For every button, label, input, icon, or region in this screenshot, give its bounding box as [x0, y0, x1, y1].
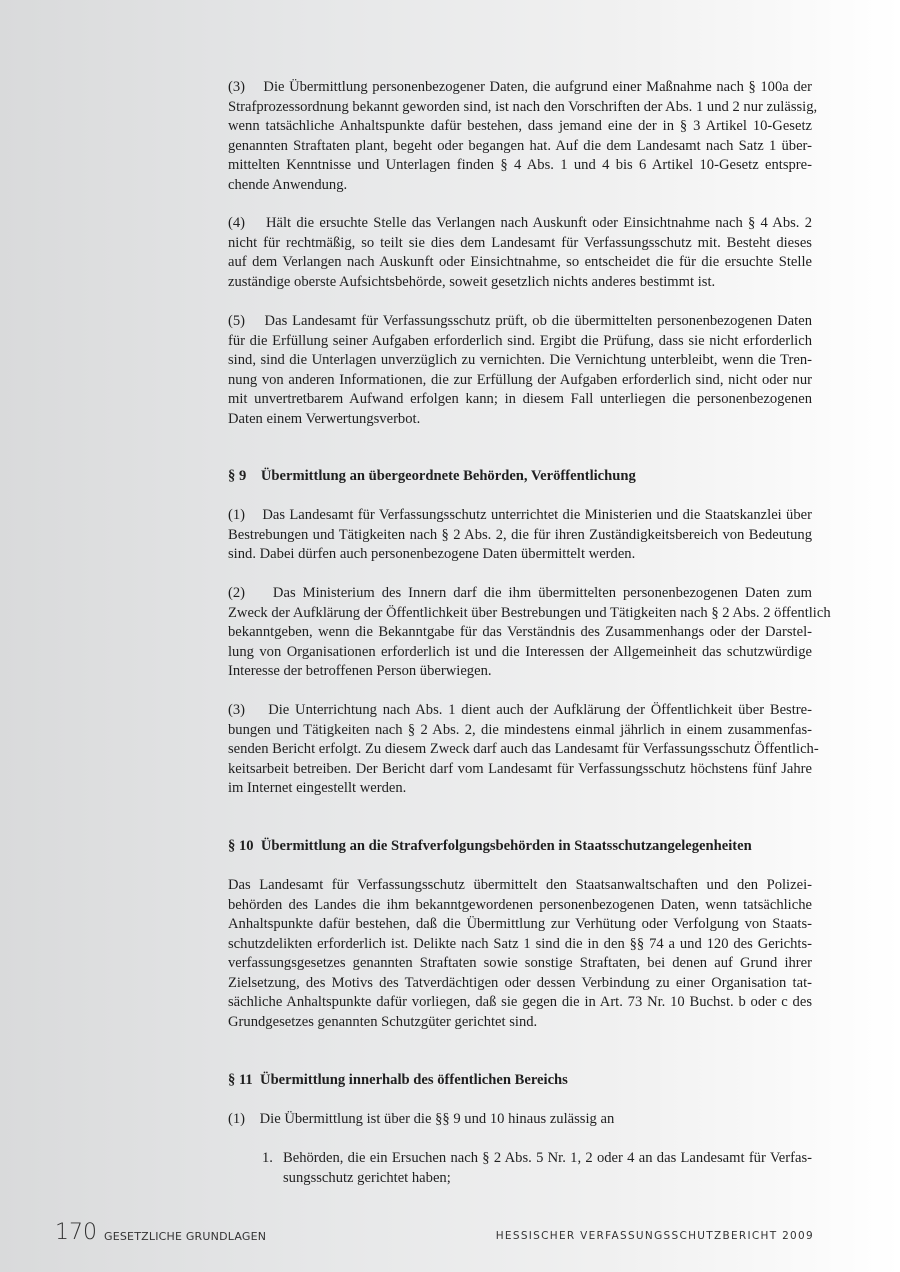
section-heading-9: [228, 467, 812, 487]
text-line: sächliche Anhaltspunkte dafür vorliegen, daß sie gegen die in Art. 73 Nr. 10 Buchst. b oder c des: [228, 994, 812, 1010]
text-line: wenn tatsächliche Anhaltspunkte dafür bestehen, dass jemand eine der in § 3 Artikel 10-Gesetz: [228, 118, 812, 134]
text-line: sind. Dabei dürfen auch personenbezogene Daten übermittelt werden.: [228, 546, 636, 562]
text-line: Daten einem Verwertungsverbot.: [228, 410, 421, 427]
text-line: Das Landesamt für Verfassungsschutz übermittelt den Staatsanwaltschaften und den Polizei-: [228, 877, 812, 893]
text-line: (3) Die Unterrichtung nach Abs. 1 dient auch der Aufklärung der Öffentlichkeit über Bestre-: [228, 702, 812, 718]
page-number: 170: [55, 1220, 97, 1245]
text-line: genannten Straftaten plant, begeht oder begangen hat. Auf die dem Landesamt nach Satz 1 über-: [228, 137, 812, 154]
text-line: zuständige oberste Aufsichtsbehörde, soweit gesetzlich nichts anderes bestimmt ist.: [228, 273, 716, 290]
text-line: bekanntgeben, wenn die Bekanntgabe für das Verständnis des Zusammenhangs oder der Darstel-: [228, 624, 812, 640]
text-line: lung von Organisationen erforderlich ist und die Interessen der Allgemeinheit das schutzwürdige: [228, 643, 812, 660]
text-line: mittelten Kenntnisse und Unterlagen finden § 4 Abs. 1 und 4 bis 6 Artikel 10-Gesetz entspre-: [228, 157, 812, 173]
text-line: Grundgesetzes genannten Schutzgüter gerichtet sind.: [228, 1013, 538, 1030]
text-line: Strafprozessordnung bekannt geworden sind, ist nach den Vorschriften der Abs. 1 und 2 nur zulässig,: [228, 98, 818, 115]
paragraph-10: [228, 876, 812, 1032]
text-line: behörden des Landes die ihm bekanntgewordenen personenbezogenen Daten, wenn tatsächliche: [228, 896, 812, 913]
paragraph-9-2: [228, 584, 831, 682]
paragraph-8-4: [228, 214, 812, 292]
text-line: keitsarbeit betreiben. Der Bericht darf vom Landesamt für Verfassungsschutz höchstens fünf Jahre: [228, 760, 812, 777]
section-heading-11: [228, 1071, 812, 1091]
text-line: auf dem Verlangen nach Auskunft oder Einsichtnahme, so entscheidet die für die ersuchte Stelle: [228, 254, 812, 270]
text-line: Zweck der Aufklärung der Öffentlichkeit über Bestrebungen und Tätigkeiten nach § 2 Abs. 2 öffentlich: [228, 604, 831, 621]
paragraph-11-1: [228, 1110, 812, 1130]
paragraph-8-3: [228, 78, 818, 195]
footer-report-title: HESSISCHER VERFASSUNGSSCHUTZBERICHT 2009: [495, 1230, 814, 1242]
paragraph-8-5: [228, 312, 812, 429]
section-heading-10: [228, 837, 812, 857]
list-item-number: 1.: [262, 1150, 273, 1166]
text-line: (1) Das Landesamt für Verfassungsschutz unterrichtet die Ministerien und die Staatskanzlei über: [228, 507, 812, 523]
text-line: (3) Die Übermittlung personenbezogener Daten, die aufgrund einer Maßnahme nach § 100a der: [228, 79, 812, 95]
text-line: § 11 Übermittlung innerhalb des öffentlichen Bereichs: [228, 1072, 568, 1088]
text-line: senden Bericht erfolgt. Zu diesem Zweck darf auch das Landesamt für Verfassungsschutz Öffentlich-: [228, 741, 819, 757]
text-line: sind, sind die Unterlagen unverzüglich zu vernichten. Die Vernichtung unterbleibt, wenn die Tren-: [228, 352, 812, 368]
text-line: § 9 Übermittlung an übergeordnete Behörden, Veröffentlichung: [228, 468, 636, 484]
text-line: bungen und Tätigkeiten nach § 2 Abs. 2, die mindestens einmal jährlich in einem zusammenfas-: [228, 721, 812, 738]
text-line: (4) Hält die ersuchte Stelle das Verlangen nach Auskunft oder Einsichtnahme nach § 4 Abs. 2: [228, 215, 812, 231]
text-line: Zielsetzung, des Motivs des Tatverdächtigen oder dessen Verbindung zu einer Organisation tat-: [228, 974, 812, 991]
text-line: chende Anwendung.: [228, 176, 348, 193]
text-line: sungsschutz gerichtet haben;: [283, 1169, 451, 1186]
paragraph-9-1: [228, 506, 812, 565]
footer-section-label: GESETZLICHE GRUNDLAGEN: [104, 1230, 267, 1243]
text-line: Bestrebungen und Tätigkeiten nach § 2 Abs. 2, die für ihren Zuständigkeitsbereich von Bedeutung: [228, 526, 812, 543]
text-line: mit unvertretbarem Aufwand erfolgen kann; in diesem Fall unterliegen die personenbezogenen: [228, 391, 812, 407]
text-line: Anhaltspunkte dafür bestehen, daß die Übermittlung zur Verhütung oder Verfolgung von Staats-: [228, 916, 812, 932]
paragraph-9-3: [228, 701, 819, 799]
text-line: Interesse der betroffenen Person überwiegen.: [228, 663, 492, 679]
text-line: (5) Das Landesamt für Verfassungsschutz prüft, ob die übermittelten personenbezogenen Daten: [228, 313, 812, 329]
text-line: schutzdelikten erforderlich ist. Delikte nach Satz 1 sind die in den §§ 74 a und 120 des Gerichts-: [228, 935, 812, 952]
text-line: nicht für rechtmäßig, so teilt sie dies dem Landesamt für Verfassungsschutz mit. Besteht dieses: [228, 234, 812, 251]
text-line: nung von anderen Informationen, die zur Erfüllung der Aufgaben erforderlich sind, nicht oder nur: [228, 371, 812, 388]
text-line: im Internet eingestellt werden.: [228, 780, 407, 796]
text-line: (1) Die Übermittlung ist über die §§ 9 und 10 hinaus zulässig an: [228, 1111, 615, 1127]
list-item-1: [262, 1149, 812, 1188]
list-item-text: [262, 1149, 812, 1188]
text-line: für die Erfüllung seiner Aufgaben erforderlich sind. Ergibt die Prüfung, dass sie nicht erforderlich: [228, 332, 812, 349]
text-line: verfassungsgesetzes genannten Straftaten sowie sonstige Straftaten, bei denen auf Grund ihrer: [228, 955, 812, 971]
text-line: (2) Das Ministerium des Innern darf die ihm übermittelten personenbezogenen Daten zum: [228, 585, 812, 601]
text-line: Behörden, die ein Ersuchen nach § 2 Abs. 5 Nr. 1, 2 oder 4 an das Landesamt für Verfas-: [283, 1150, 812, 1166]
text-line: § 10 Übermittlung an die Strafverfolgungsbehörden in Staatsschutzangelegenheiten: [228, 838, 752, 854]
